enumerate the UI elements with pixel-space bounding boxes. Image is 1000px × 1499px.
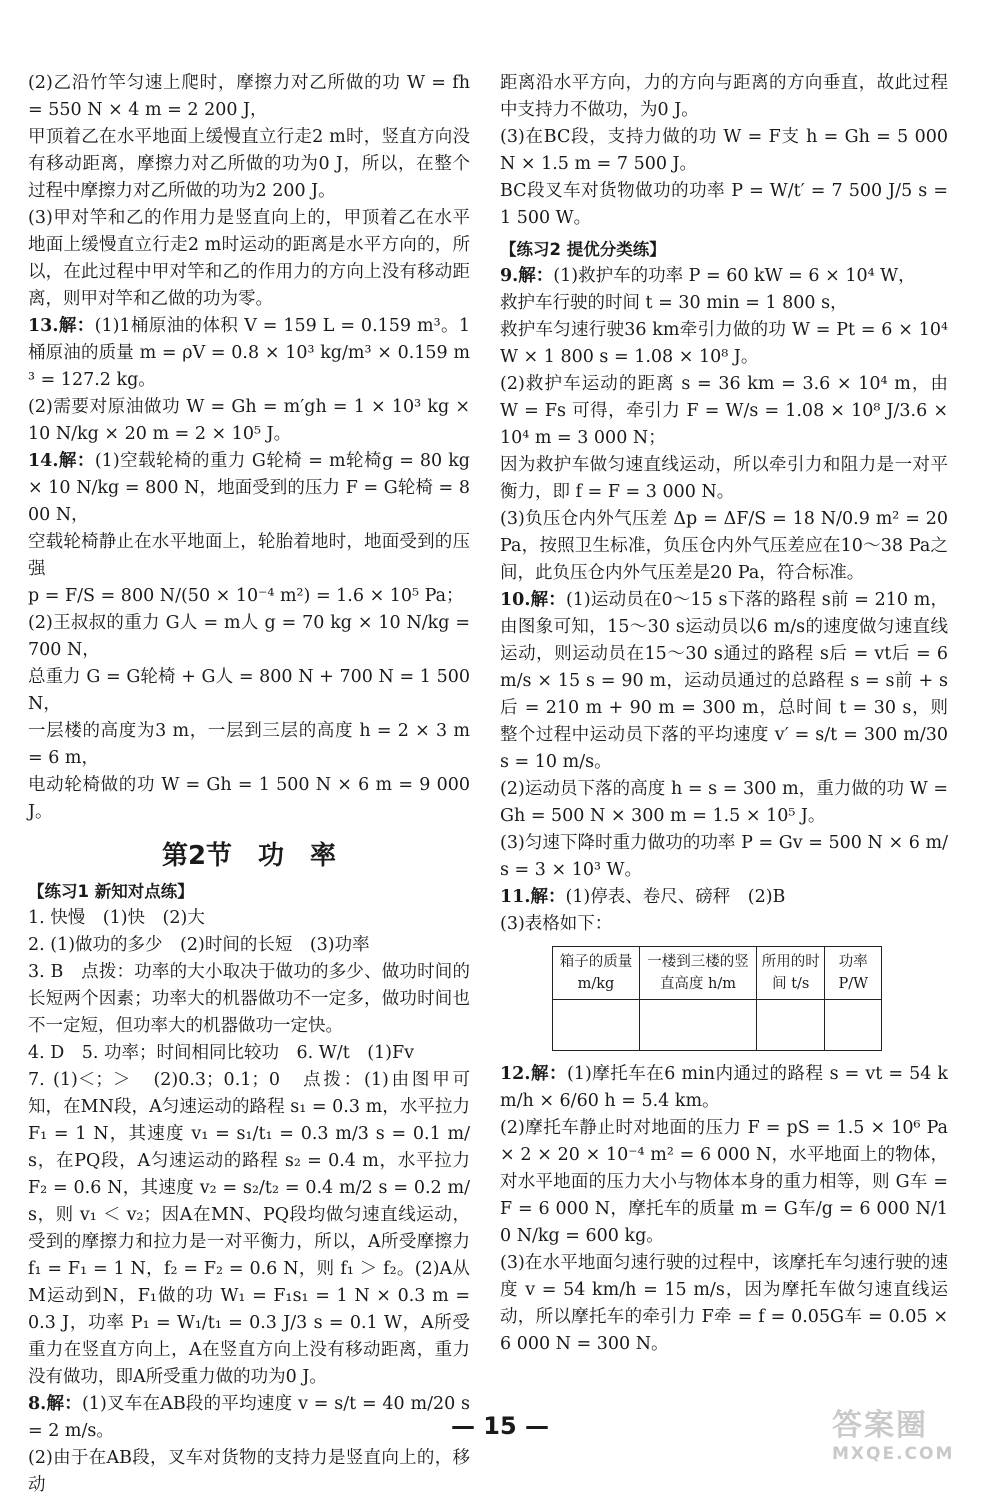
page-number: — 15 — — [450, 1412, 550, 1440]
table-header-cell: 所用的时间 t/s — [757, 947, 825, 1000]
table-row — [553, 1000, 882, 1051]
question-12 — [500, 1061, 948, 1358]
table-header-cell: 功率 P/W — [825, 947, 882, 1000]
table-cell — [553, 1000, 640, 1051]
question-number: 14. — [28, 451, 59, 471]
answer-text: 电动轮椅做的功 W = Gh = 1 500 N × 6 m = 9 000 J。 — [28, 775, 470, 822]
answer-text: (3)在水平地面匀速行驶的过程中，该摩托车匀速行驶的速度 v = 54 km/h = 15 m/s，因为摩托车做匀速直线运动，所以摩托车的牵引力 F牵 = f = 0.05G车 = 0.05 × 6 000 N = 300 N。 — [500, 1253, 948, 1354]
paragraph: (3)在BC段，支持力做的功 W = F支 h = Gh = 5 000 N × 1.5 m = 7 500 J。 — [500, 127, 948, 174]
answer-text: (1)1桶原油的体积 V = 159 L = 0.159 m³。1桶原油的质量 m = ρV = 0.8 × 10³ kg/m³ × 0.159 m³ = 127.2 kg。 — [28, 316, 471, 390]
data-table — [552, 946, 882, 1051]
question-number: 13. — [28, 316, 59, 336]
paragraph: 甲顶着乙在水平地面上缓慢直立行走2 m时，竖直方向没有移动距离，摩擦力对乙所做的功为0 J，所以，在整个过程中摩擦力对乙所做的功为2 200 J。 — [28, 127, 470, 201]
watermark-url: MXQE.COM — [832, 1444, 955, 1464]
answer-text: (1)摩托车在6 min内通过的路程 s = vt = 54 km/h × 6/60 h = 5.4 km。 — [500, 1064, 949, 1111]
solution-label: 解： — [530, 887, 566, 907]
answer-item: 2. (1)做功的多少 (2)时间的长短 (3)功率 — [28, 935, 370, 955]
formula: BC段叉车对货物做功的功率 P = W/t′ = 7 500 J/5 s = 1 500 W。 — [500, 181, 948, 228]
answer-text: (1)叉车在AB段的平均速度 v = s/t = 40 m/20 s = 2 m/s。 — [28, 1394, 471, 1441]
answer-text: (3)表格如下： — [500, 914, 613, 934]
answer-text: (2)由于在AB段，叉车对货物的支持力是竖直向上的，移动 — [28, 1448, 470, 1495]
answer-text: 因为救护车做匀速直线运动，所以牵引力和阻力是一对平衡力，即 f = F = 3 000 N。 — [500, 455, 948, 502]
table-header-row — [553, 947, 882, 1000]
answer-text: (3)匀速下降时重力做功的功率 P = Gv = 500 N × 6 m/s = 3 × 10³ W。 — [500, 833, 948, 880]
paragraph: (3)甲对竿和乙的作用力是竖直向上的，甲顶着乙在水平地面上缓慢直立行走2 m时运动的距离是水平方向的，所以，在此过程中甲对竿和乙的作用力的方向上没有移动距离，则甲对竿和乙做的功为零。 — [28, 208, 470, 309]
right-column — [500, 70, 948, 1358]
question-13 — [28, 313, 470, 448]
question-number: 11. — [500, 887, 531, 907]
answer-text: (2)王叔叔的重力 G人 = m人 g = 70 kg × 10 N/kg = 700 N， — [28, 613, 470, 660]
answer-text: 救护车行驶的时间 t = 30 min = 1 800 s， — [500, 293, 848, 313]
question-8 — [28, 1391, 470, 1499]
section-title: 第2节 功 率 — [161, 841, 337, 871]
paragraph: 距离沿水平方向，力的方向与距离的方向垂直，故此过程中支持力不做功，为0 J。 — [500, 73, 948, 120]
answer-text: (1)停表、卷尺、磅秤 (2)B — [565, 887, 786, 907]
table-header-cell: 箱子的质量 m/kg — [553, 947, 640, 1000]
answer-item: 7. (1)＜；＞ (2)0.3；0.1；0 点拨：(1)由图甲可知，在MN段，A匀速运动的路程 s₁ = 0.3 m，水平拉力 F₁ = 1 N，其速度 v₁ = s₁/t₁ = 0.3 m/3 s = 0.1 m/s，在PQ段，A匀速运动的路程 s₂ = 0.4 m，水平拉力 F₂ = 0.6 N，其速度 v₂ = s₂/t₂ = 0.4 m/2 s = 0.2 m/s，则 v₁ ＜ v₂；因A在MN、PQ段均做匀速直线运动，受到的摩擦力和拉力是一对平衡力，所以，A所受摩擦力 f₁ = F₁ = 1 N，f₂ = F₂ = 0.6 N，则 f₁ ＞ f₂。(2)A从M运动到N，F₁做的功 W₁ = F₁s₁ = 1 N × 0.3 m = 0.3 J，功率 P₁ = W₁/t₁ = 0.3 J/3 s = 0.1 W，A所受重力在竖直方向上，A在竖直方向上没有移动距离，重力没有做功，即A所受重力做的功为0 J。 — [28, 1070, 470, 1387]
answer-text: (2)运动员下落的高度 h = s = 300 m，重力做的功 W = Gh = 500 N × 300 m = 1.5 × 10⁵ J。 — [500, 779, 948, 826]
solution-label: 解： — [530, 1064, 567, 1084]
answer-text: 空载轮椅静止在水平地面上，轮胎着地时，地面受到的压强 — [28, 532, 470, 579]
table-cell — [825, 1000, 882, 1051]
solution-label: 解： — [58, 451, 95, 471]
formula: p = F/S = 800 N/(50 × 10⁻⁴ m²) = 1.6 × 10⁵ Pa； — [28, 586, 464, 606]
solution-label: 解： — [58, 316, 95, 336]
question-number: 10. — [500, 590, 531, 610]
answer-text: 总重力 G = G轮椅 + G人 = 800 N + 700 N = 1 500 N， — [28, 667, 470, 714]
answer-item: 3. B 点拨：功率的大小取决于做功的多少、做功时间的长短两个因素；功率大的机器做功不一定多，做功时间也不一定短，但功率大的机器做功一定快。 — [28, 962, 470, 1036]
answer-text: (2)救护车运动的距离 s = 36 km = 3.6 × 10⁴ m，由 W = Fs 可得，牵引力 F = W/s = 1.08 × 10⁸ J/3.6 × 10⁴ m = 3 000 N； — [500, 374, 948, 448]
table-header-cell: 一楼到三楼的竖直高度 h/m — [639, 947, 756, 1000]
answer-text: (1)救护车的功率 P = 60 kW = 6 × 10⁴ W， — [553, 266, 916, 286]
question-number: 12. — [500, 1064, 531, 1084]
paragraph: (2)乙沿竹竿匀速上爬时，摩擦力对乙所做的功 W = fh = 550 N × 4 m = 2 200 J， — [28, 73, 470, 120]
table-cell — [757, 1000, 825, 1051]
question-11 — [500, 884, 948, 1051]
answer-text: (1)空载轮椅的重力 G轮椅 = m轮椅g = 80 kg × 10 N/kg = 800 N，地面受到的压力 F = G轮椅 = 800 N， — [28, 451, 471, 525]
watermark-text: 答案圈 — [832, 1408, 928, 1443]
solution-label: 解： — [530, 590, 566, 610]
question-number: 8. — [28, 1394, 47, 1414]
answer-text: 一层楼的高度为3 m，一层到三层的高度 h = 2 × 3 m = 6 m， — [28, 721, 470, 768]
practice-heading: 【练习2 提优分类练】 — [500, 240, 666, 259]
table-cell — [639, 1000, 756, 1051]
practice-heading: 【练习1 新知对点练】 — [28, 882, 194, 901]
answer-text: 救护车匀速行驶36 km牵引力做的功 W = Pt = 6 × 10⁴ W × 1 800 s = 1.08 × 10⁸ J。 — [500, 320, 948, 367]
answer-text: (3)负压仓内外气压差 Δp = ΔF/S = 18 N/0.9 m² = 20 Pa，按照卫生标准，负压仓内外气压差应在10～38 Pa之间，此负压仓内外气压差是20 Pa，符合标准。 — [500, 509, 948, 583]
left-column — [28, 70, 470, 1499]
question-14 — [28, 448, 470, 826]
question-9 — [500, 263, 948, 587]
question-number: 9. — [500, 266, 519, 286]
answer-text: (2)摩托车静止时对地面的压力 F = pS = 1.5 × 10⁶ Pa × 2 × 20 × 10⁻⁴ m² = 6 000 N，水平地面上的物体，对水平地面的压力大小与物体本身的重力相等，则 G车 = F = 6 000 N，摩托车的质量 m = G车/g = 6 000 N/10 N/kg = 600 kg。 — [500, 1118, 948, 1246]
solution-label: 解： — [46, 1394, 82, 1414]
question-10 — [500, 587, 948, 884]
answer-text: (2)需要对原油做功 W = Gh = m′gh = 1 × 10³ kg × 10 N/kg × 20 m = 2 × 10⁵ J。 — [28, 397, 470, 444]
answer-text: (1)运动员在0～15 s下落的路程 s前 = 210 m，由图象可知，15～30 s运动员以6 m/s的速度做匀速直线运动，则运动员在15～30 s通过的路程 s后 = vt后 = 6 m/s × 15 s = 90 m，运动员通过的总路程 s = s前 + s后 = 210 m + 90 m = 300 m，总时间 t = 30 s，则整个过程中运动员下落的平均速度 v′ = s/t = 300 m/30 s = 10 m/s。 — [500, 590, 949, 772]
solution-label: 解： — [518, 266, 554, 286]
answer-item: 4. D 5. 功率；时间相同比较功 6. W/t (1)Fv — [28, 1043, 415, 1063]
answer-item: 1. 快慢 (1)快 (2)大 — [28, 908, 205, 928]
watermark-logo — [832, 1400, 982, 1466]
